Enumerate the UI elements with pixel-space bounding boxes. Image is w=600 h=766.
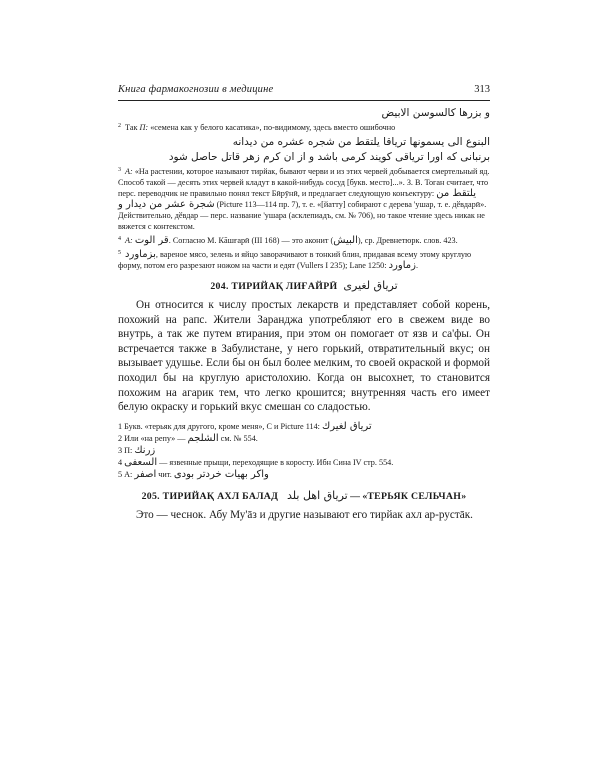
arabic-quote: البنوع الى يسمونها ترياقا يلتقط من شجره عشره من ديدانه [232,136,490,148]
section-paragraph-205: Это — чеснок. Абу Му'āз и другие называют его тирйак ахл ар-рустāк. [136,508,473,521]
arabic-quote: و بزرها كالسوسن الابيض [381,107,490,119]
footnote-204-2: 2 Или «на репу» — الشلجم см. № 554. [118,432,258,444]
footnote-3: البنوع الى يسمونها ترياقا يلتقط من شجره عشره من ديدانه برنبانى كه اورا ترياقى كويند كرمى باشد و از ان كرم زهر قاتل حاصل شود $^3$ А: «На растении, которое называют тирйак, бывают черви и из этих червей добывается смертельный яд. Способ такой — десять этих червей кладут в какой-нибудь сосуд [букв. место]...». З. В. Тоган считает, что перс. переводчик не правильно понял текст Бӣрӯнӣ, и предлагает следующую конъектуру: يلتقط من شجرة عشر من ديدار و (Picture 113—114 пр. 7), т. е. «[йатту] собирают с дерева 'ушар, т. е. дӗвдарӣ». Действительно, дӗвдар — перс. название 'ушара (асклепиадъ, см. № 706), но такое чтение здесь никак не вяжется с контекстом. [118,136,490,231]
section-204-footnotes [118,421,490,481]
persian-quote: برنبانى كه اورا ترياقى كويند كرمى باشد و از ان كرم زهر قاتل حاصل شود [168,151,490,163]
section-heading-204: 204. ТИРИЙАҚ ЛИҒАЙРӢ ترياق لغيرى [210,279,398,292]
footnote-204-4: 4 السعفى — язвенные прыщи, переходящие в коросту. Ибн Сина IV стр. 554. [118,456,394,468]
header-rule [118,100,490,101]
footnote-4: $^4$ А: قر الوت. Согласно М. Кāшғарӣ (III 168) — это аконит (البيش), ср. Древнетюрк. слов. 423. [118,235,458,246]
section-heading-205: 205. ТИРИЙАҚ АХЛ БАЛАД ترياق اهل بلد — «ТЕРЬЯК СЕЛЬЧАН» [141,488,467,502]
footnote-5: $^5$ بزماورد, вареное мясо, зелень и яйцо заворачивают в тонкий блин, придавая всему этому круглую форму, потом его разрезают ножом на части и едят (Vullers I 235); Lane 1250: زماورد. [118,249,472,271]
arabic-inline: يلتقط من شجرة عشر من ديدار و [118,188,477,210]
page-number: 313 [474,84,490,95]
footnote-204-1: 1 Букв. «терьяк для другого, кроме меня», С и Picture 114: ترياق لغيرك [118,420,372,432]
footnote-2: و بزرها كالسوسن الابيض $^2$ Так П: «семена как у белого касатика», по-видимому, здесь вместо ошибочно [118,107,490,132]
footnote-204-5: 5 А: اصفر чит. واكر بهيات خردتر بودى [118,468,269,480]
running-title: Книга фармакогнозии в медицине [118,84,274,95]
page-content [118,106,490,522]
section-paragraph-204: Он относится к числу простых лекарств и представляет собой корень, похожий на рапс. Жители Заранджа употребляют его в свежем виде во внутрь, а так же путем втирания, при этом он помогает от язв и са'фы. Он встречается также в Забулистане, у него горький, отвратительный вкус; он вызывает удушье. Если бы он был более мелким, то своей окраской и формой походил бы на круглую аристолохию. Когда он высохнет, то становится похожим на агарик тем, что легко крошится; внутренняя часть его имеет белую окраску и горький вкус смешан со сладостью. [118,299,490,414]
footnote-204-3: 3 П: زرنك [118,444,156,456]
running-head [118,84,490,100]
